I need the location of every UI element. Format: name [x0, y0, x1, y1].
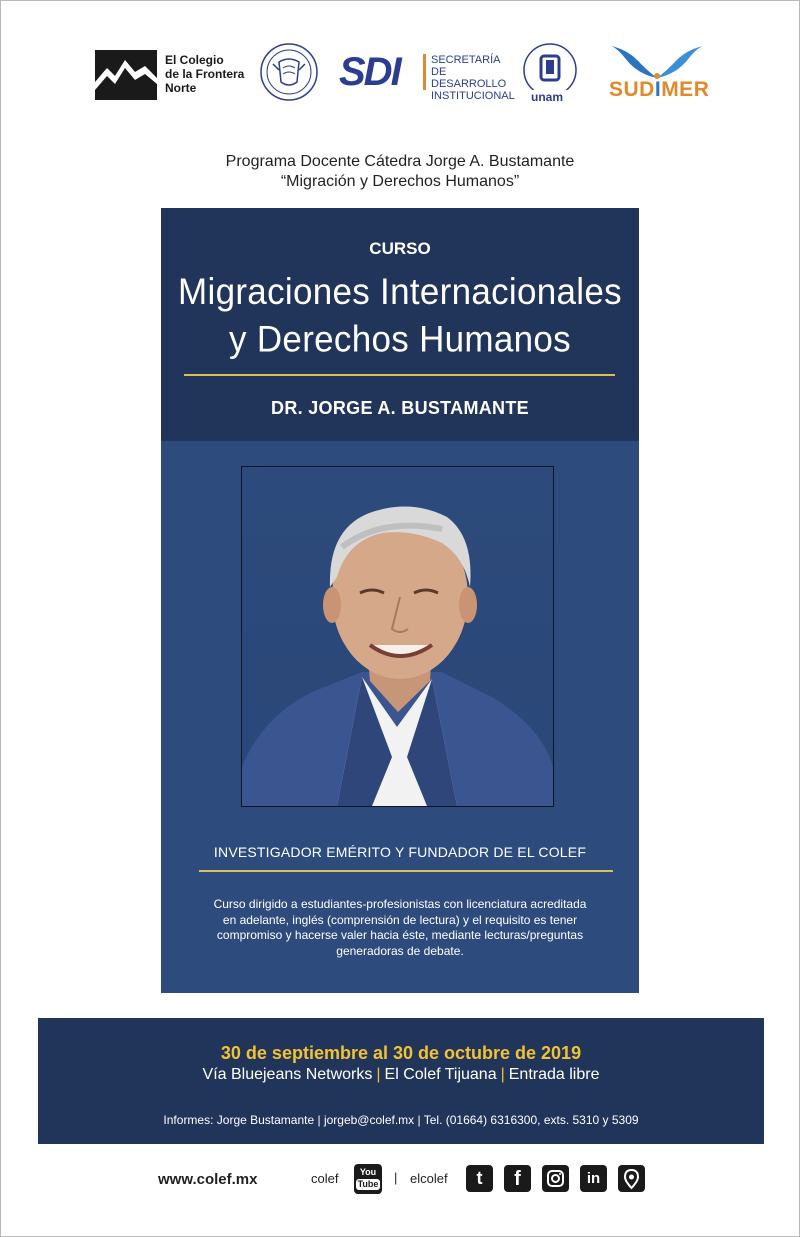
- sudimer-part-3: MER: [661, 78, 710, 101]
- sudimer-wings-icon: [607, 44, 707, 80]
- program-line-1: Programa Docente Cátedra Jorge A. Bustamante: [225, 153, 575, 170]
- contact-info: Informes: Jorge Bustamante | jorgeb@colef.mx | Tel. (01664) 6316300, exts. 5310 y 5309: [163, 1113, 639, 1127]
- footer-divider: |: [394, 1170, 398, 1185]
- event-via: Vía Bluejeans Networks: [202, 1066, 373, 1083]
- sudimer-wordmark: [609, 78, 709, 102]
- course-title: [161, 268, 639, 363]
- footer: [0, 1160, 800, 1200]
- website-link[interactable]: www.colef.mx: [158, 1171, 258, 1188]
- colef-line-1: El Colegio: [165, 53, 224, 67]
- colef-logo: [95, 50, 245, 100]
- poster-header: [161, 208, 639, 441]
- event-dates: 30 de septiembre al 30 de octubre de 2019: [220, 1043, 582, 1063]
- speaker-title: INVESTIGADOR EMÉRITO Y FUNDADOR DE EL COLEF: [213, 844, 587, 860]
- speaker-name: DR. JORGE A. BUSTAMANTE: [271, 398, 529, 418]
- event-location: [38, 1066, 764, 1084]
- iij-unam-logo: [520, 42, 580, 104]
- course-label: CURSO: [369, 239, 431, 258]
- instagram-icon[interactable]: [542, 1165, 569, 1192]
- description-line-3: compromiso y hacerse valer hacia éste, mediante lecturas/preguntas: [216, 928, 584, 942]
- sudimer-part-1: SUD: [609, 78, 655, 101]
- colef-line-3: Norte: [165, 81, 197, 95]
- poster-body: [161, 441, 639, 993]
- speaker-portrait: [242, 467, 553, 806]
- speaker-photo: [241, 466, 554, 807]
- sudimer-logo: [607, 44, 710, 104]
- sdi-line-3: INSTITUCIONAL: [431, 90, 515, 102]
- description-line-1: Curso dirigido a estudiantes-profesionistas con licenciatura acreditada: [213, 897, 587, 911]
- unam-seal-icon: [259, 42, 319, 102]
- event-info-band: [38, 1018, 764, 1144]
- youtube-icon-tube: Tube: [357, 1179, 379, 1189]
- facebook-icon[interactable]: f: [504, 1165, 531, 1192]
- gold-divider-top: [184, 374, 615, 376]
- separator: |: [500, 1066, 505, 1083]
- youtube-icon[interactable]: [354, 1164, 382, 1194]
- program-heading: [0, 152, 800, 192]
- description-line-4: generadoras de debate.: [336, 943, 464, 958]
- sdi-logo-text: [431, 54, 515, 102]
- separator: |: [376, 1066, 381, 1083]
- sdi-line-2: DESARROLLO: [431, 78, 507, 90]
- location-pin-icon[interactable]: [618, 1165, 645, 1192]
- youtube-username: colef: [311, 1171, 339, 1186]
- linkedin-icon[interactable]: in: [580, 1165, 607, 1192]
- iij-label: unam: [531, 90, 564, 104]
- twitter-icon[interactable]: t: [466, 1165, 493, 1192]
- sudimer-part-2: I: [654, 78, 662, 101]
- event-place: El Colef Tijuana: [384, 1066, 497, 1083]
- sdi-logo: [339, 50, 515, 102]
- colef-logo-text: [165, 53, 244, 95]
- sdi-divider: [423, 54, 426, 90]
- program-line-2: “Migración y Derechos Humanos”: [280, 173, 520, 190]
- course-title-line-2: y Derechos Humanos: [229, 318, 571, 361]
- event-entry: Entrada libre: [508, 1066, 600, 1083]
- sdi-letters: SDI: [339, 50, 400, 94]
- youtube-icon-you: You: [359, 1167, 377, 1177]
- gold-divider-bottom: [199, 870, 613, 872]
- course-title-line-1: Migraciones Internacionales: [178, 271, 622, 313]
- social-username: elcolef: [410, 1171, 448, 1186]
- course-description: [185, 897, 615, 959]
- logo-strip: [0, 40, 800, 110]
- colef-mountain-icon: [95, 50, 157, 100]
- sdi-line-1: SECRETARÍA DE: [431, 54, 500, 78]
- description-line-2: en adelante, inglés (comprensión de lectura) y el requisito es tener: [222, 912, 578, 927]
- colef-line-2: de la Frontera: [165, 67, 245, 81]
